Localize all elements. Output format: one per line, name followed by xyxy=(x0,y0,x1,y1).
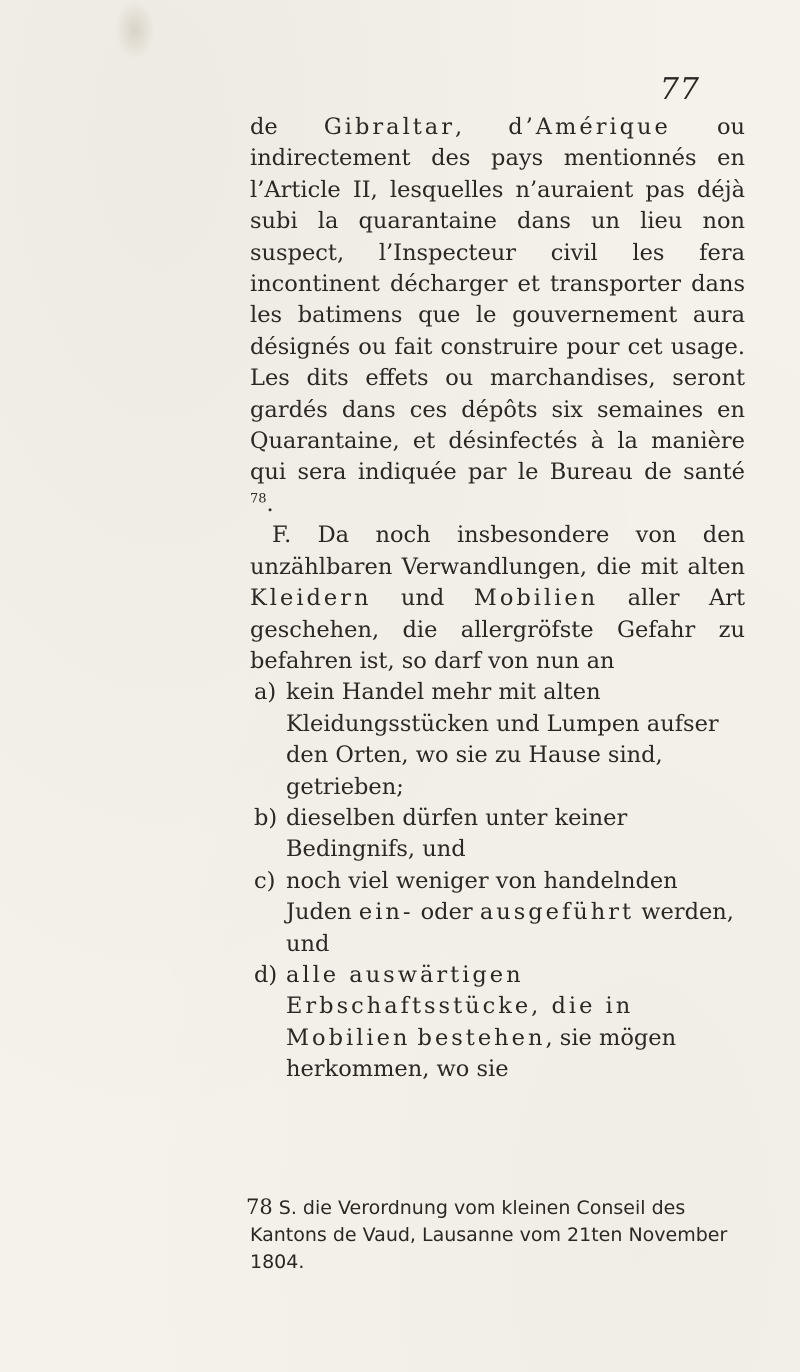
paragraph-french: de Gibraltar, d’Amérique ou indirectement des pays mentionnés en l’Article II, lesquelles n’auraient pas déjà subi la quarantaine dans un lieu non suspect, l’Inspecteur civil les fera incontinent décharger et transporter dans les batimens que le gouvernement aura désignés ou fait construire pour cet usage. Les dits effets ou marchandises, seront gardés dans ces dépôts six semaines en Quarantaine, et désinfectés à la manière qui sera indiquée par le Bureau de santé $^{78}$. xyxy=(250,114,745,517)
page-number: 77 xyxy=(659,72,700,107)
list-item: c) noch viel weniger von handelnden Juden ein- oder ausgeführt werden, und xyxy=(254,867,734,957)
list-marker: d) xyxy=(254,961,278,988)
paper-stain xyxy=(115,0,155,60)
footnote-reference: 78 xyxy=(250,491,267,507)
place-name-gibraltar: Gibraltar xyxy=(323,114,455,140)
regulation-list xyxy=(250,677,745,1085)
footnote xyxy=(246,1194,745,1276)
list-marker: c) xyxy=(254,867,276,894)
place-name-amerique: d’Amérique xyxy=(508,114,671,140)
footnote-text: S. die Verordnung vom kleinen Conseil des Kantons de Vaud, Lausanne vom 21ten November 1804. xyxy=(250,1197,728,1273)
list-marker: a) xyxy=(254,679,277,706)
list-item: b) dieselben dürfen unter keiner Bedingnifs, und xyxy=(254,804,628,863)
paragraph-german: F. Da noch insbesondere von den unzählbaren Verwandlungen, die mit alten Kleidern und Mobilien aller Art geschehen, die allergröfste Gefahr zu befahren ist, so darf von nun an xyxy=(250,522,745,674)
emphasis-kleidern: Kleidern xyxy=(250,585,372,612)
list-item: d) alle auswärtigen Erbschaftsstücke, die in Mobilien bestehen, sie mögen herkommen, wo sie xyxy=(254,961,677,1083)
footnote-number: 78 xyxy=(246,1195,273,1219)
list-marker: b) xyxy=(254,804,278,831)
main-text xyxy=(250,112,745,1086)
emphasis-mobilien: Mobilien xyxy=(473,585,599,612)
list-item: a) kein Handel mehr mit alten Kleidungsstücken und Lumpen aufser den Orten, wo sie zu Hause sind, getrieben; xyxy=(254,679,719,800)
